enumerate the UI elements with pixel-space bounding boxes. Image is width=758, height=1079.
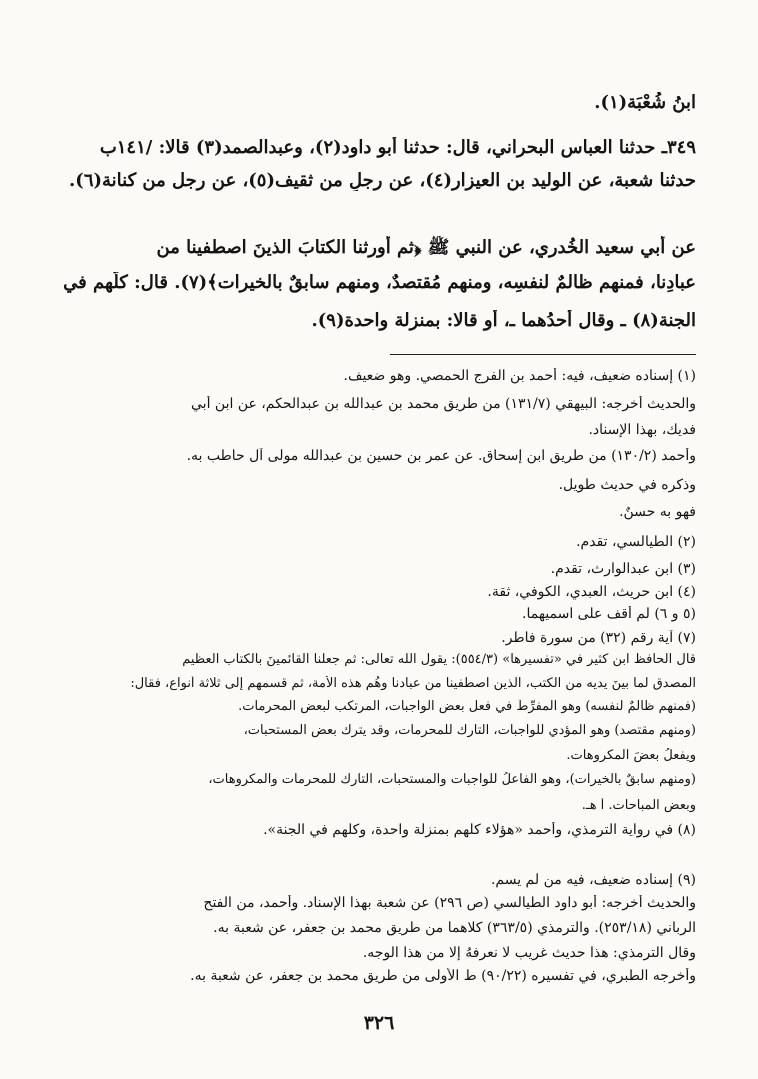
footnote-line: (٩) إسناده ضعيف، فيه من لم يسم. xyxy=(490,872,696,888)
footnote-line: المصدق لما بينَ يديه من الكتب، الذين اصطفينا من عبادنا وهُم هذه الأمة، ثم قسمهم إلى ثلاثة أنواع، فقال: xyxy=(130,676,696,691)
footnote-line: والحديث أخرجه: أبو داود الطيالسي (ص ٢٩٦) عن شعبة بهذا الإسناد. وأحمد، من الفتح xyxy=(203,895,696,911)
footnote-line: الرباني (٢٥٣/١٨). والترمذي (٣٦٣/٥) كلاهما من طريق محمد بن جعفر، عن شعبة به. xyxy=(213,920,696,936)
footnote-line: (٢) الطيالسي، تقدم. xyxy=(576,534,696,550)
footnote-line: (١) إسناده ضعيف، فيه: أحمد بن الفرج الحمصي. وهو ضعيف. xyxy=(343,368,696,384)
footnote-line: (٥ و ٦) لم أقف على اسميهما. xyxy=(522,606,696,622)
footnote-line: (٧) آية رقم (٣٢) من سورة فاطر. xyxy=(501,630,696,646)
footnote-line: (٣) ابن عبدالوارث، تقدم. xyxy=(550,561,696,577)
footnote-line: (فمنهم ظالمٌ لنفسه) وهو المفرِّطُ في فعل بعضِ الواجبات، المرتكب لبعض المحرمات. xyxy=(238,699,696,714)
footnote-line: (٤) ابن حريث، العبدي، الكوفي، ثقة. xyxy=(487,584,696,600)
main-text-line: عن أبي سعيد الخُدري، عن النبي ﷺ ﴿ثم أورثنا الكتابَ الذينَ اصطفينا من xyxy=(156,237,696,258)
footnote-line: (ومنهم سابقٌ بالخيرات)، وهو الفاعلُ للواجبات والمستحبات، التارك للمحرمات والمكروهات، xyxy=(208,772,696,787)
main-text-line: حدثنا شعبة، عن الوليد بن العيزار(٤)، عن رجلٍ من ثقيف(٥)، عن رجل من كنانة(٦). xyxy=(69,170,696,191)
footnote-line: ويفعلُ بعضَ المكروهات. xyxy=(566,748,696,763)
footnote-line: وذكره في حديث طويل. xyxy=(558,477,696,493)
footnote-separator xyxy=(390,354,696,355)
footnote-line: فديك، بهذا الإسناد. xyxy=(588,422,696,438)
main-text-line: عبادِنا، فمنهم ظالمٌ لنفسِه، ومنهم مُقتصدٌ، ومنهم سابقٌ بالخيرات﴾(٧). قال: كلُّهم في xyxy=(63,272,696,293)
footnote-line: قال الحافظ ابن كثير في «تفسيرها» (٥٥٤/٣): يقول الله تعالى: ثم جعلنا القائمينَ بالكتاب العظيم xyxy=(182,652,696,667)
main-text-line: الجنة(٨) ـ وقال أحدُهما ـ، أو قالا: بمنزلة واحدة(٩). xyxy=(311,310,696,331)
hadith-number-line: ٣٤٩ـ حدثنا العباس البحراني، قال: حدثنا أبو داود(٢)، وعبدالصمد(٣) قالا: /١٤١ب xyxy=(99,137,696,158)
footnote-line: فهو به حسنٌ. xyxy=(619,504,696,520)
footnote-line: (ومنهم مقتصد) وهو المؤدي للواجبات، التارك للمحرمات، وقد يترك بعض المستحبات، xyxy=(243,723,696,738)
page-number: ٣٢٦ xyxy=(363,1012,395,1034)
main-text-line: ابنُ شُعْبَة(١). xyxy=(594,92,696,113)
footnote-line: وبعض المباحات. أ هـ. xyxy=(581,798,696,813)
footnote-line: وأحمد (١٣٠/٢) من طريق ابن إسحاق. عن عمر بن حسين بن عبدالله مولى آل حاطب به. xyxy=(186,448,696,464)
footnote-line: وأخرجه الطبري، في تفسيره (٩٠/٢٢) ط الأولى من طريق محمد بن جعفر، عن شعبة به. xyxy=(190,968,696,984)
footnote-line: (٨) في رواية الترمذي، وأحمد «هؤلاء كلهم بمنزلة واحدة، وكلهم في الجنة». xyxy=(263,822,696,838)
footnote-line: والحديث أخرجه: البيهقي (١٣١/٧) من طريق محمد بن عبدالله بن عبدالحكم، عن ابن أبي xyxy=(191,396,696,412)
footnote-line: وقال الترمذي: هذا حديث غريب لا نعرفهُ إلا من هذا الوجه. xyxy=(362,945,696,961)
